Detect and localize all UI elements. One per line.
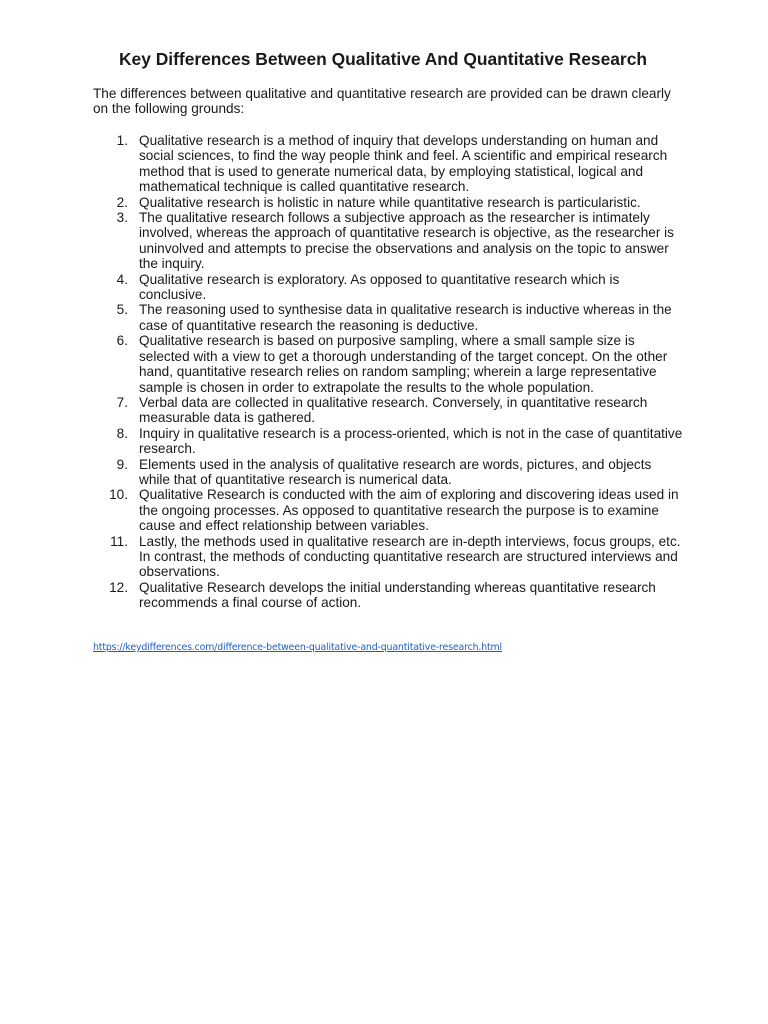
list-item-number: 3. — [116, 210, 128, 226]
list-item — [93, 333, 683, 395]
list-item — [93, 426, 683, 457]
intro-paragraph: The differences between qualitative and quantitative research are provided can be drawn clearly on the following grounds: — [93, 86, 671, 117]
list-item-text: The qualitative research follows a subjective approach as the researcher is intimately involved, whereas the approach of quantitative research is objective, as the researcher is uninvolved and attempts to precise the observations and analysis on the topic to answer the inquiry. — [139, 210, 674, 272]
list-item — [93, 580, 683, 611]
list-item — [93, 395, 683, 426]
list-item-text: Lastly, the methods used in qualitative research are in-depth interviews, focus groups, etc. In contrast, the methods of conducting quantitative research are structured interviews and observations. — [139, 533, 681, 580]
list-item — [93, 133, 683, 195]
list-item — [93, 302, 683, 333]
list-item-number: 4. — [116, 271, 128, 287]
list-item-number: 5. — [116, 302, 128, 318]
list-item-number: 7. — [116, 394, 128, 410]
list-item-text: The reasoning used to synthesise data in qualitative research is inductive whereas in the case of quantitative research the reasoning is deductive. — [139, 302, 672, 333]
list-item-text: Elements used in the analysis of qualitative research are words, pictures, and objects while that of quantitative research is numerical data. — [139, 456, 652, 487]
list-item-number: 6. — [116, 333, 128, 349]
list-item-text: Qualitative Research is conducted with the aim of exploring and discovering ideas used in the ongoing processes. As opposed to quantitative research the purpose is to examine cause and effect relationship between variables. — [139, 487, 679, 534]
list-item-text: Qualitative research is a method of inquiry that develops understanding on human and social sciences, to find the way people think and feel. A scientific and empirical research method that is used to generate numerical data, by employing statistical, logical and mathematical technique is called quantitative research. — [139, 133, 668, 195]
list-item — [93, 457, 683, 488]
list-item-number: 9. — [116, 456, 128, 472]
source-link[interactable]: https://keydifferences.com/difference-between-qualitative-and-quantitative-research.html — [93, 642, 502, 653]
differences-list — [93, 133, 683, 611]
list-item-text: Qualitative research is based on purposive sampling, where a small sample size is selected with a view to get a thorough understanding of the target concept. On the other hand, quantitative research relies on random sampling; wherein a large representative sample is chosen in order to extrapolate the results to the whole population. — [139, 333, 668, 395]
list-item-text: Inquiry in qualitative research is a process-oriented, which is not in the case of quantitative research. — [139, 425, 683, 457]
list-item — [93, 210, 683, 272]
list-item-number: 11. — [110, 533, 128, 549]
list-item-text: Qualitative Research develops the initial understanding whereas quantitative research recommends a final course of action. — [139, 579, 656, 611]
list-item-number: 12. — [109, 579, 128, 595]
list-item — [93, 195, 683, 210]
list-item-number: 1. — [116, 133, 128, 148]
list-item-text: Verbal data are collected in qualitative research. Conversely, in quantitative research measurable data is gathered. — [139, 394, 648, 426]
list-item-text: Qualitative research is exploratory. As opposed to quantitative research which is conclusive. — [139, 271, 620, 303]
page-title: Key Differences Between Qualitative And Quantitative Research — [118, 49, 647, 69]
list-item — [93, 487, 683, 533]
list-item-text: Qualitative research is holistic in nature while quantitative research is particularistic. — [139, 194, 641, 210]
list-item-number: 2. — [116, 194, 128, 210]
list-item — [93, 534, 683, 580]
list-item — [93, 272, 683, 303]
list-item-number: 8. — [116, 425, 128, 441]
list-item-number: 10. — [109, 487, 128, 503]
